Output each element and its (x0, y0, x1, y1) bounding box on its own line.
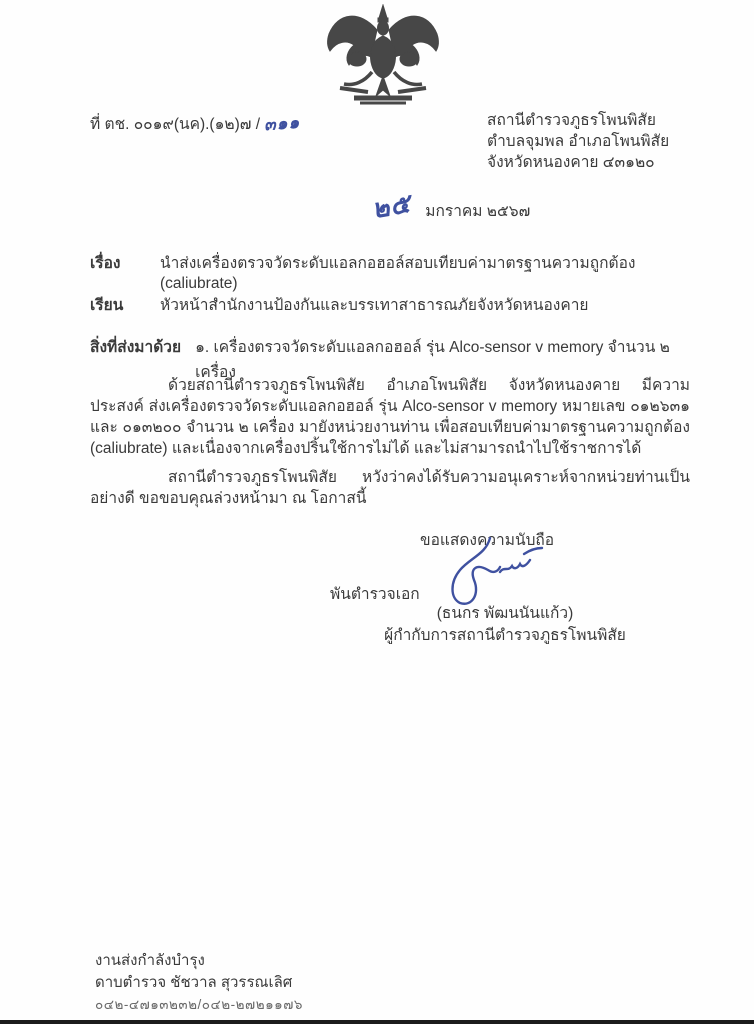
to-label: เรียน (90, 297, 124, 314)
footer-contact-person: ดาบตำรวจ ชัชวาล สุวรรณเลิศ (95, 974, 293, 991)
reference-number-line (90, 110, 300, 137)
scan-bottom-edge (0, 1020, 754, 1024)
to-text: หัวหน้าสำนักงานป้องกันและบรรเทาสาธารณภัยจังหวัดหนองคาย (160, 297, 589, 314)
subject-label: เรื่อง (90, 255, 121, 272)
attachment-text: ๑. เครื่องตรวจวัดระดับแอลกอฮอล์ รุ่น Alco-sensor v memory จำนวน ๒ เครื่อง (195, 339, 670, 381)
date-line (369, 186, 531, 230)
sender-address-line: จังหวัดหนองคาย ๔๓๑๒๐ (487, 154, 655, 171)
handwritten-date-day: ๒๕ (369, 187, 414, 225)
signature-scribble-icon (408, 536, 568, 610)
sender-address-line: สถานีตำรวจภูธรโพนพิสัย (487, 112, 656, 129)
footer-unit: งานส่งกำลังบำรุง (95, 952, 205, 969)
closing-position: ผู้กำกับการสถานีตำรวจภูธรโพนพิสัย (384, 627, 626, 644)
handwritten-ref-number: ๓๑๑ (263, 112, 301, 135)
sender-address-block (487, 110, 669, 173)
sender-address-line: ตำบลจุมพล อำเภอโพนพิสัย (487, 133, 670, 150)
body-paragraph-2: สถานีตำรวจภูธรโพนพิสัย หวังว่าคงได้รับความอนุเคราะห์จากหน่วยท่านเป็นอย่างดี ขอขอบคุณล่วงหน้ามา ณ โอกาสนี้ (90, 469, 690, 507)
reference-number: ที่ ตช. ๐๐๑๙(นค).(๑๒)๗ / (90, 116, 261, 133)
subject-row (90, 250, 700, 293)
closing-name: (ธนกร พัฒนนันแก้ว) (436, 605, 574, 622)
attachment-label: สิ่งที่ส่งมาด้วย (90, 339, 182, 356)
to-row (90, 292, 700, 317)
footer-contact-block (95, 950, 303, 1016)
footer-phone-numbers: ๐๔๒-๔๗๑๓๒๓๒/๐๔๒-๒๗๒๑๑๗๖ (95, 997, 303, 1012)
closing-salutation: ขอแสดงความนับถือ (420, 532, 555, 549)
date-text: มกราคม ๒๕๖๗ (425, 203, 531, 220)
body-paragraph-1: ด้วยสถานีตำรวจภูธรโพนพิสัย อำเภอโพนพิสัย จังหวัดหนองคาย มีความประสงค์ ส่งเครื่องตรวจวัดระดับแอลกอฮอล์ รุ่น Alco-sensor v memory หมายเลข ๐๑๒๖๓๑ และ ๐๑๓๒๐๐ จำนวน ๒ เครื่อง มายังหน่วยงานท่าน เพื่อสอบเทียบค่ามาตรฐานความถูกต้อง (caliubrate) และเนื่องจากเครื่องปริ้นใช้การไม่ได้ และไม่สามารถนำไปใช้ราชการได้ (90, 377, 690, 457)
subject-text: นำส่งเครื่องตรวจวัดระดับแอลกอฮอล์สอบเทียบค่ามาตรฐานความถูกต้อง (caliubrate) (160, 255, 636, 292)
garuda-emblem-icon (320, 4, 446, 108)
closing-rank: พันตำรวจเอก (330, 586, 420, 603)
